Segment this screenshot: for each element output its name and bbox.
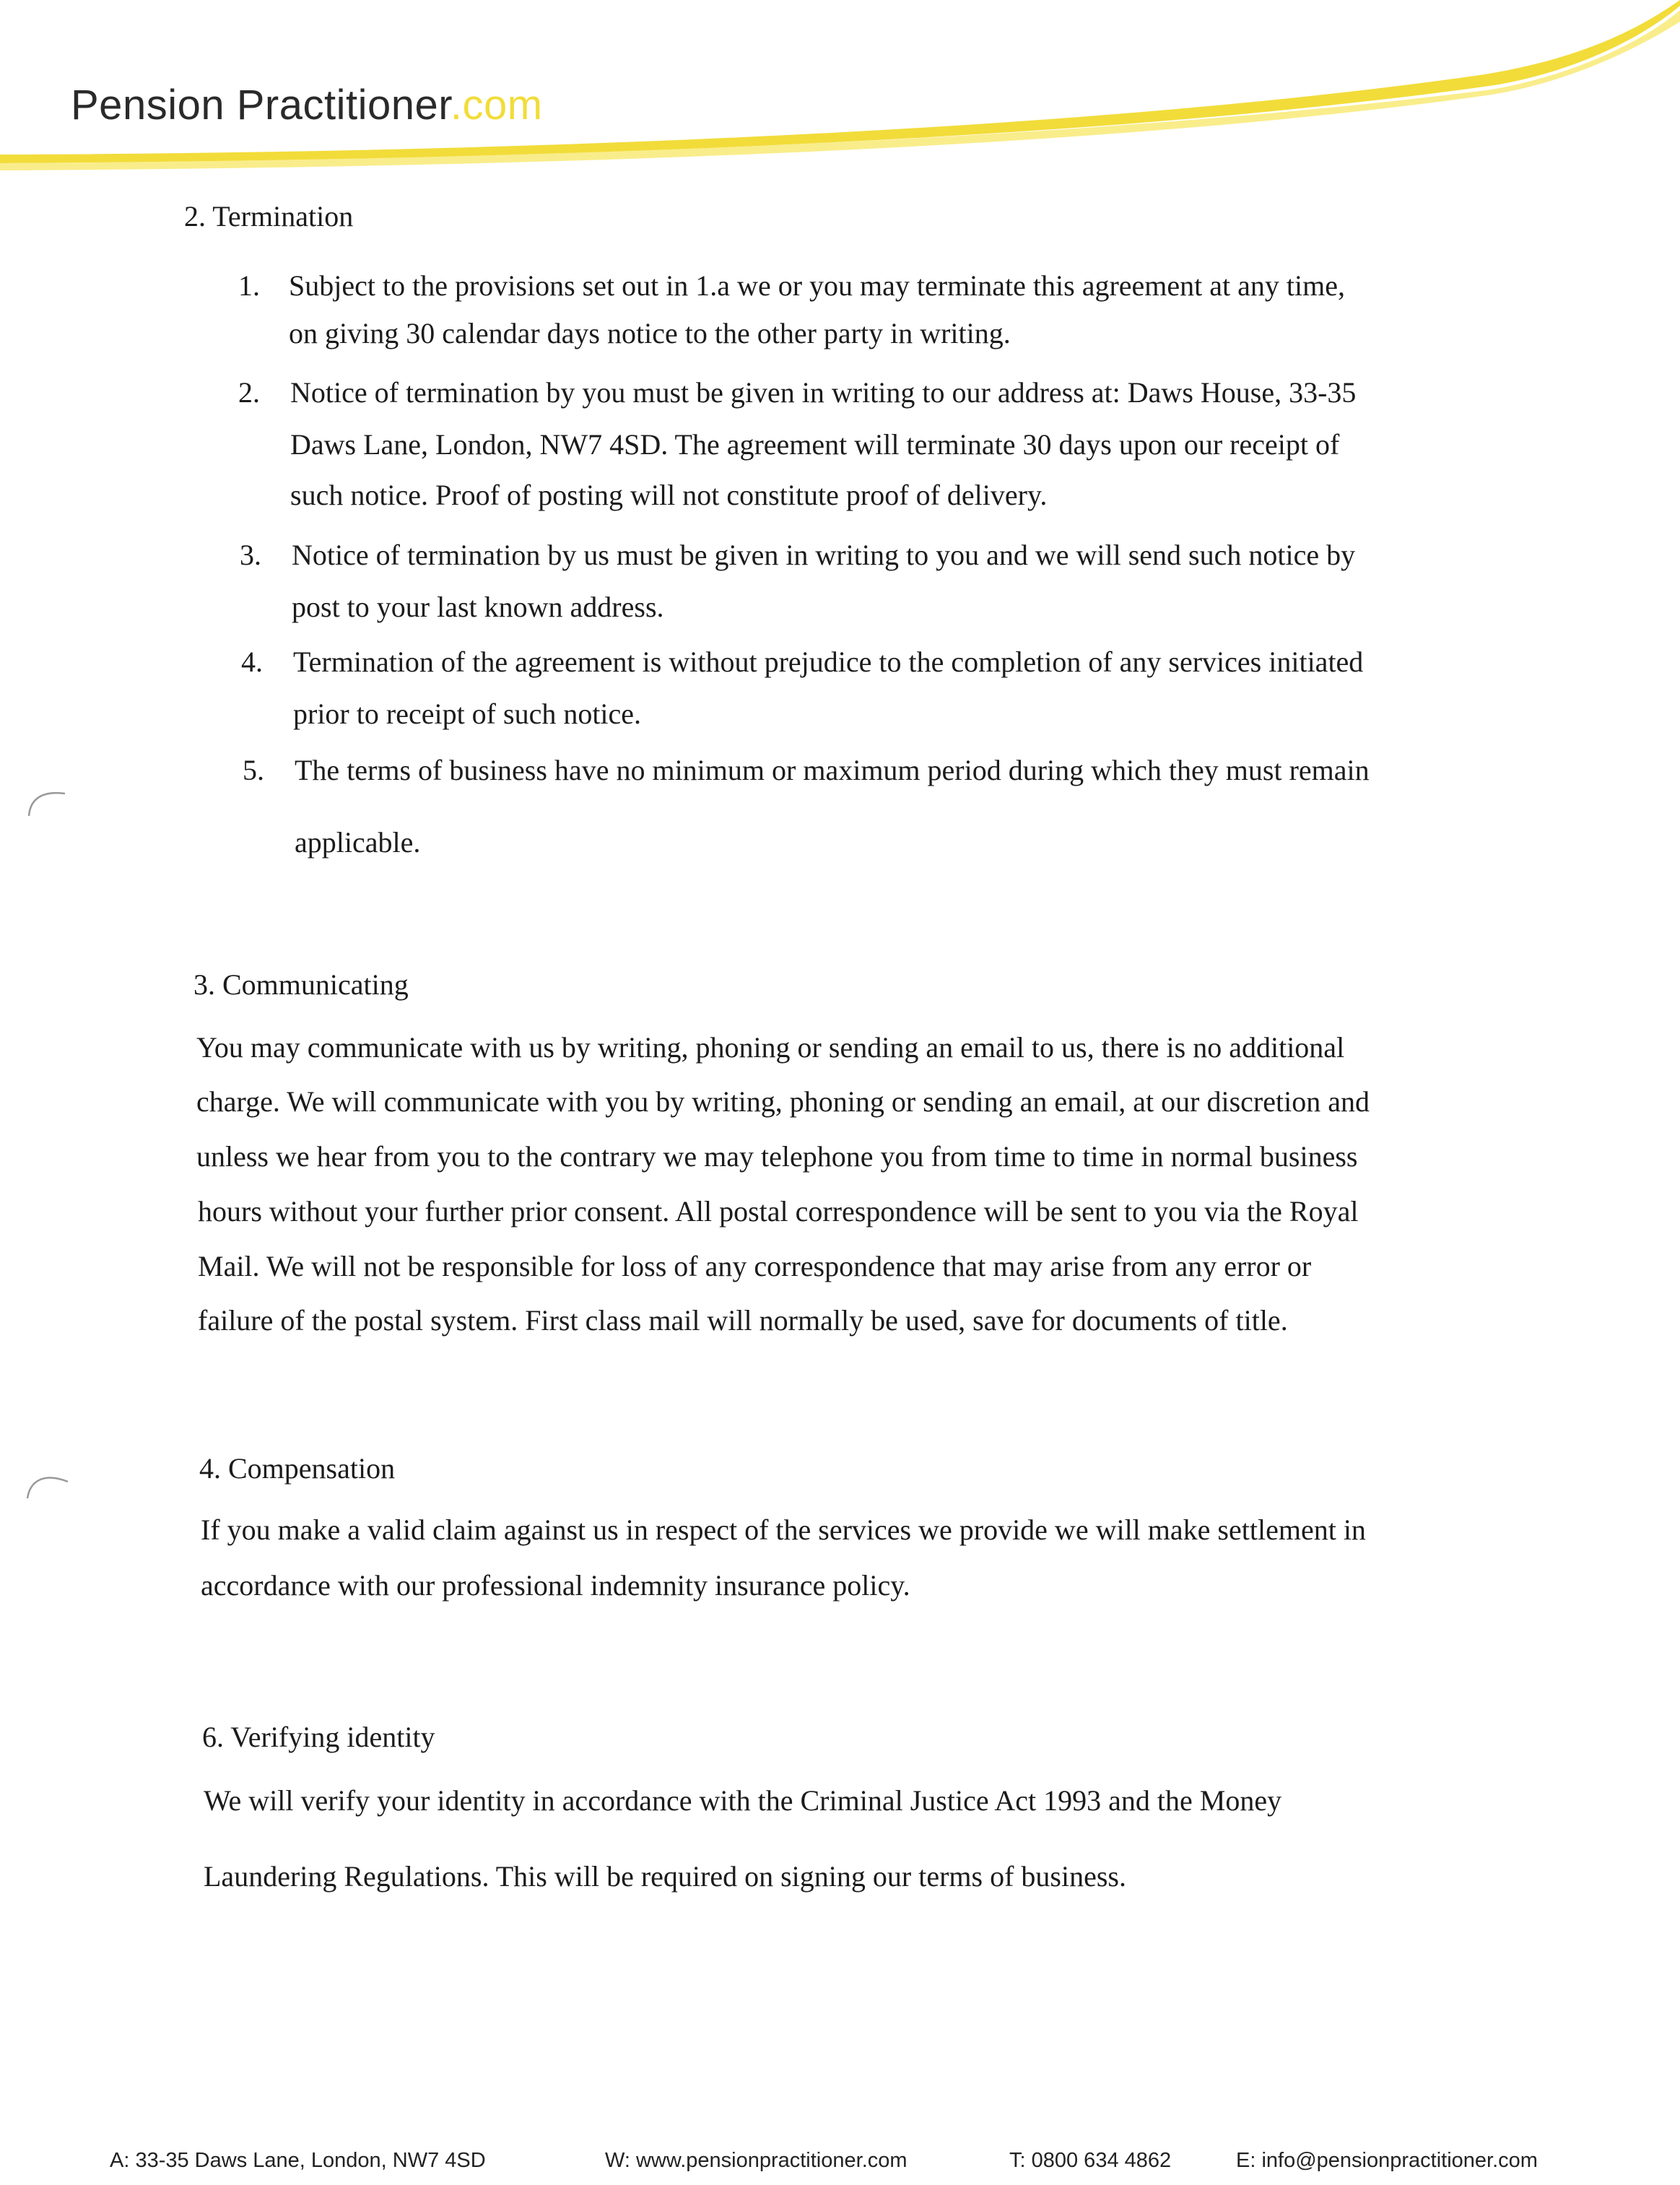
footer-address: A: 33-35 Daws Lane, London, NW7 4SD [110,2149,486,2172]
section-heading-compensation: 4. Compensation [199,1452,396,1485]
list-item-line: prior to receipt of such notice. [293,698,642,730]
paragraph-line: If you make a valid claim against us in respect of the services we provide we will make settlement in [201,1513,1366,1546]
paragraph-line: hours without your further prior consent. All postal correspondence will be sent to you via the Royal [198,1195,1359,1228]
paragraph-line: unless we hear from you to the contrary we may telephone you from time to time in normal business [196,1140,1358,1173]
footer-phone[interactable]: T: 0800 634 4862 [1009,2149,1172,2172]
section-heading-communicating: 3. Communicating [193,968,409,1001]
binder-hole-mark [22,1466,72,1502]
section-heading-verifying-identity: 6. Verifying identity [202,1721,435,1753]
paragraph-line: We will verify your identity in accordance with the Criminal Justice Act 1993 and the Money [204,1784,1282,1817]
list-item-line: Termination of the agreement is without prejudice to the completion of any services initiated [293,646,1364,678]
section-heading-termination: 2. Termination [184,200,354,233]
list-item-line: Notice of termination by you must be given in writing to our address at: Daws House, 33-35 [290,376,1357,409]
paragraph-line: accordance with our professional indemnity insurance policy. [201,1569,910,1602]
brand-logo [71,81,543,129]
footer-website[interactable]: W: www.pensionpractitioner.com [605,2149,908,2172]
list-item-line: post to your last known address. [292,591,664,623]
list-item-line: Notice of termination by us must be given in writing to you and we will send such notice by [292,539,1356,571]
list-item-number: 4. [241,646,263,678]
brand-name: Pension Practitioner [71,82,451,129]
binder-hole-mark [22,783,72,820]
list-item-line: such notice. Proof of posting will not constitute proof of delivery. [290,479,1048,511]
brand-suffix: .com [450,82,543,129]
list-item-line: Subject to the provisions set out in 1.a we or you may terminate this agreement at any time, [289,269,1345,302]
paragraph-line: Mail. We will not be responsible for loss of any correspondence that may arise from any error or [198,1250,1312,1282]
list-item-line: on giving 30 calendar days notice to the other party in writing. [289,317,1011,349]
list-item-line: applicable. [295,826,421,859]
list-item-line: Daws Lane, London, NW7 4SD. The agreement will terminate 30 days upon our receipt of [290,428,1340,461]
paragraph-line: Laundering Regulations. This will be required on signing our terms of business. [204,1860,1126,1893]
list-item-number: 2. [238,376,260,409]
paragraph-line: charge. We will communicate with you by writing, phoning or sending an email, at our discretion and [196,1085,1370,1118]
list-item-line: The terms of business have no minimum or maximum period during which they must remain [295,754,1370,786]
list-item-number: 5. [243,754,264,786]
list-item-number: 1. [238,269,260,302]
paragraph-line: You may communicate with us by writing, phoning or sending an email to us, there is no additional [196,1031,1345,1064]
footer-email[interactable]: E: info@pensionpractitioner.com [1236,2149,1538,2172]
paragraph-line: failure of the postal system. First class mail will normally be used, save for documents of title. [198,1304,1288,1337]
list-item-number: 3. [240,539,261,571]
